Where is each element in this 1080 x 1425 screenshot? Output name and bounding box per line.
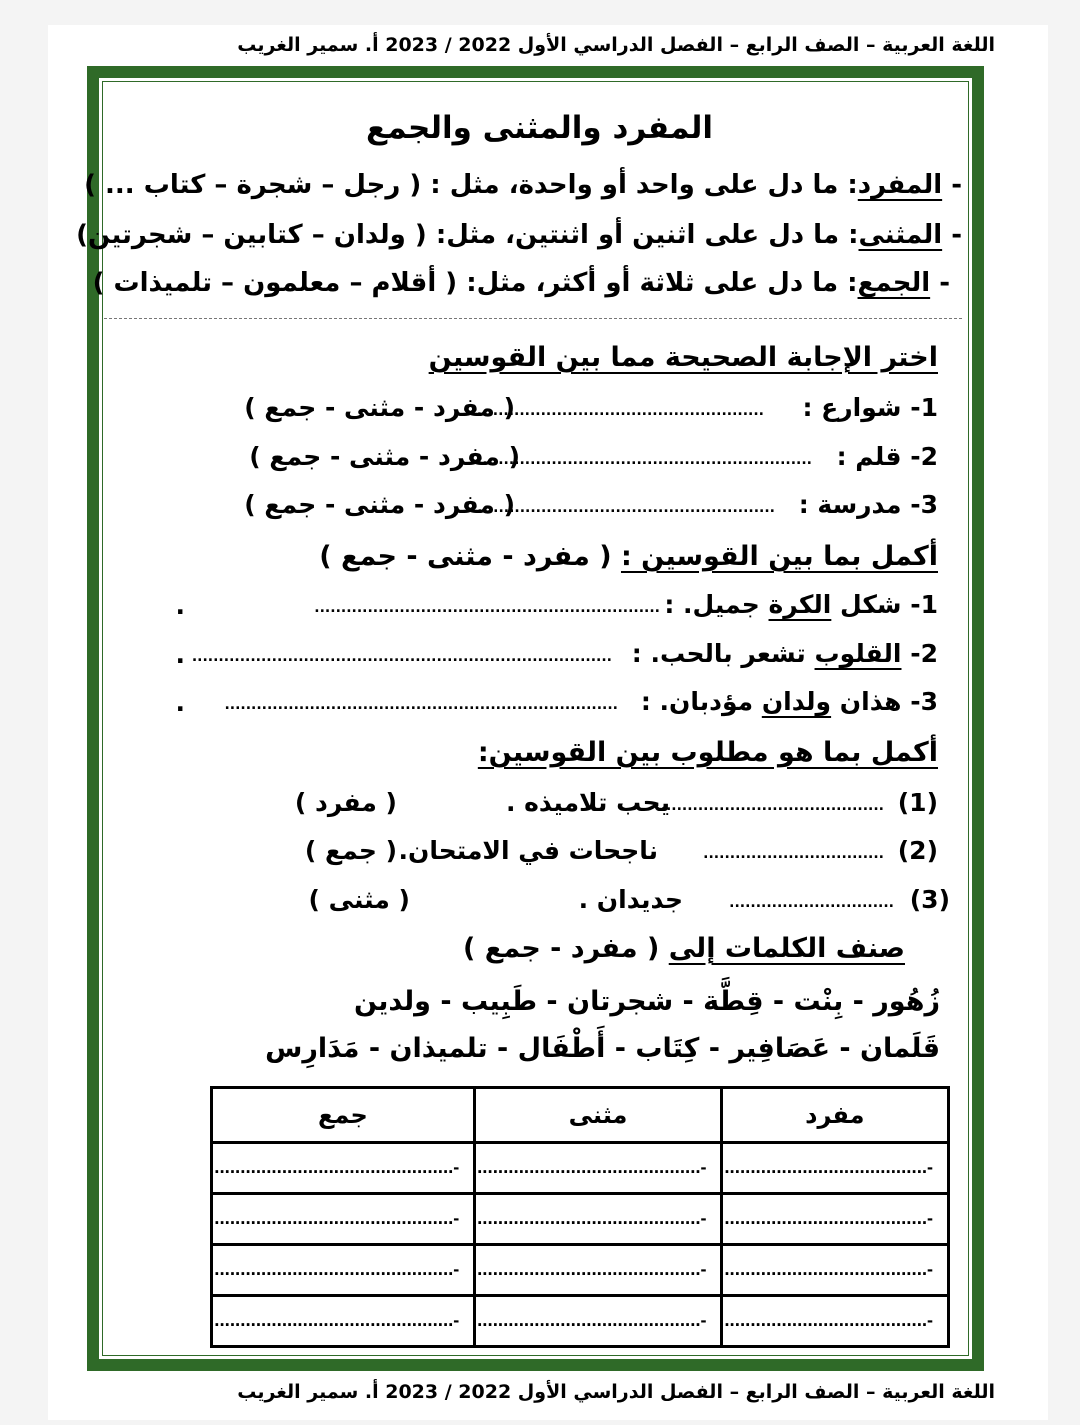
answer-cell[interactable]: -........................................... [474,1143,721,1194]
item-number: 1- [910,393,938,422]
page-footer: اللغة العربية – الصف الرابع – الفصل الدراسي الأول 2022 / 2023 أ. سمير الغريب [237,1381,995,1403]
answer-cell[interactable]: -.............................................. [212,1194,475,1245]
q3-heading: أكمل بما هو مطلوب بين القوسين: [477,737,938,768]
column-header-singular: مفرد [722,1088,948,1143]
item-number: (2) [897,836,938,865]
definition-term: المثنى [858,220,943,250]
q2-item [664,592,938,617]
target-word: ولدان [761,687,832,716]
definition-term: المفرد [857,170,943,200]
q1-item [802,395,938,420]
column-header-plural: جمع [212,1088,475,1143]
end-dot: . [175,640,185,669]
definition-singular [84,172,962,198]
sentence-text: مؤدبان. : [640,687,762,716]
answer-dots[interactable]: ................................................................. [314,600,660,616]
answer-dots[interactable]: ............................................................... [476,452,812,468]
q2-heading: أكمل بما بين القوسين : [620,541,938,572]
answer-cell[interactable]: -.............................................. [212,1245,475,1296]
q1-heading: اختر الإجابة الصحيحة مما بين القوسين [428,342,938,373]
sentence-text: ناجحات في الامتحان. [398,836,658,865]
answer-cell[interactable]: -.............................................. [212,1143,475,1194]
table-row [212,1245,949,1296]
table-header-row [212,1088,949,1143]
answer-dots[interactable]: .......................................... [660,798,884,814]
sentence-text: هذان [831,687,902,716]
sentence-text: جديدان . [578,885,683,914]
page-header: اللغة العربية – الصف الرابع – الفصل الدراسي الأول 2022 / 2023 أ. سمير الغريب [237,34,995,56]
item-number: (1) [897,788,938,817]
answer-cell[interactable]: -.............................................. [212,1296,475,1347]
definition-dash: - [939,268,950,298]
answer-cell[interactable]: -....................................... [722,1143,948,1194]
definition-text: : ما دل على ثلاثة أو أكثر، مثل: ( أقلام – معلمون – تلميذات ) [92,268,858,298]
q2-heading-row [319,543,938,570]
definition-dash: - [951,170,962,200]
answer-dots[interactable]: ............................................................................... [191,649,612,665]
q4-words-line: قَلَمان - عَصَافِير - كِتَاب - أَطْفَال - تلميذان - مَدَارِس [265,1033,940,1064]
q1-choices: ( مفرد - مثنى - جمع ) [244,393,515,422]
definition-text: : ما دل على اثنين أو اثنتين، مثل: ( ولدان – كتابين – شجرتين) [76,220,859,250]
answer-dots[interactable]: ...................................................... [476,403,764,419]
item-word: مدرسة : [798,490,902,519]
definition-plural [93,270,950,296]
answer-cell[interactable]: -....................................... [722,1296,948,1347]
answer-dots[interactable]: ........................................................ [477,500,775,516]
definition-dual [76,222,962,248]
sentence-text: جميل. : [664,590,769,619]
item-word: قلم : [836,442,902,471]
end-dot: . [175,591,185,620]
q2-item [641,689,938,714]
answer-cell[interactable]: -........................................... [474,1245,721,1296]
page-title: المفرد والمثنى والجمع [366,110,713,146]
item-number: (3) [909,885,950,914]
answer-cell[interactable]: -........................................... [474,1194,721,1245]
q3-hint: ( جمع ) [304,836,397,865]
q3-hint: ( مفرد ) [294,788,397,817]
sentence-text: يحب تلاميذه . [505,788,670,817]
item-number: 2- [910,442,938,471]
table-row [212,1194,949,1245]
table-row [212,1143,949,1194]
item-number: 3- [910,687,938,716]
item-number: 2- [910,639,938,668]
answer-dots[interactable]: .................................. [703,846,884,862]
definition-text: : ما دل على واحد أو واحدة، مثل : ( رجل – شجرة – كتاب ... ) [84,170,858,200]
answer-cell[interactable]: -....................................... [722,1194,948,1245]
column-header-dual: مثنى [474,1088,721,1143]
sentence-text: شكل [831,590,902,619]
definition-term: الجمع [857,268,931,298]
table-row [212,1296,949,1347]
section-divider [104,318,962,319]
target-word: الكرة [768,590,832,619]
target-word: القلوب [814,639,902,668]
q1-choices: ( مفرد - مثنى - جمع ) [249,442,520,471]
sentence-text: تشعر بالحب. : [631,639,815,668]
q2-choices: ( مفرد - مثنى - جمع ) [319,541,612,572]
definition-dash: - [951,220,962,250]
q3-hint: ( مثنى ) [308,885,410,914]
q1-item [799,492,938,517]
item-word: شوارع : [802,393,902,422]
q4-choices: ( مفرد - جمع ) [463,933,660,964]
item-number: 3- [910,490,938,519]
q1-item [837,444,938,469]
q2-item [632,641,938,666]
item-number: 1- [910,590,938,619]
answer-dots[interactable]: ............................... [729,895,894,911]
answer-cell[interactable]: -........................................... [474,1296,721,1347]
q4-words-line: زُهُور - بِنْت - قِطَّة - شجرتان - طَبِيب - ولدين [354,986,940,1017]
answer-dots[interactable]: .......................................................................... [224,697,618,713]
answer-cell[interactable]: -....................................... [722,1245,948,1296]
end-dot: . [175,688,185,717]
q4-heading-row [463,935,905,962]
classification-table [210,1086,950,1348]
q4-heading: صنف الكلمات إلى [668,933,905,964]
q1-choices: ( مفرد - مثنى - جمع ) [244,490,515,519]
